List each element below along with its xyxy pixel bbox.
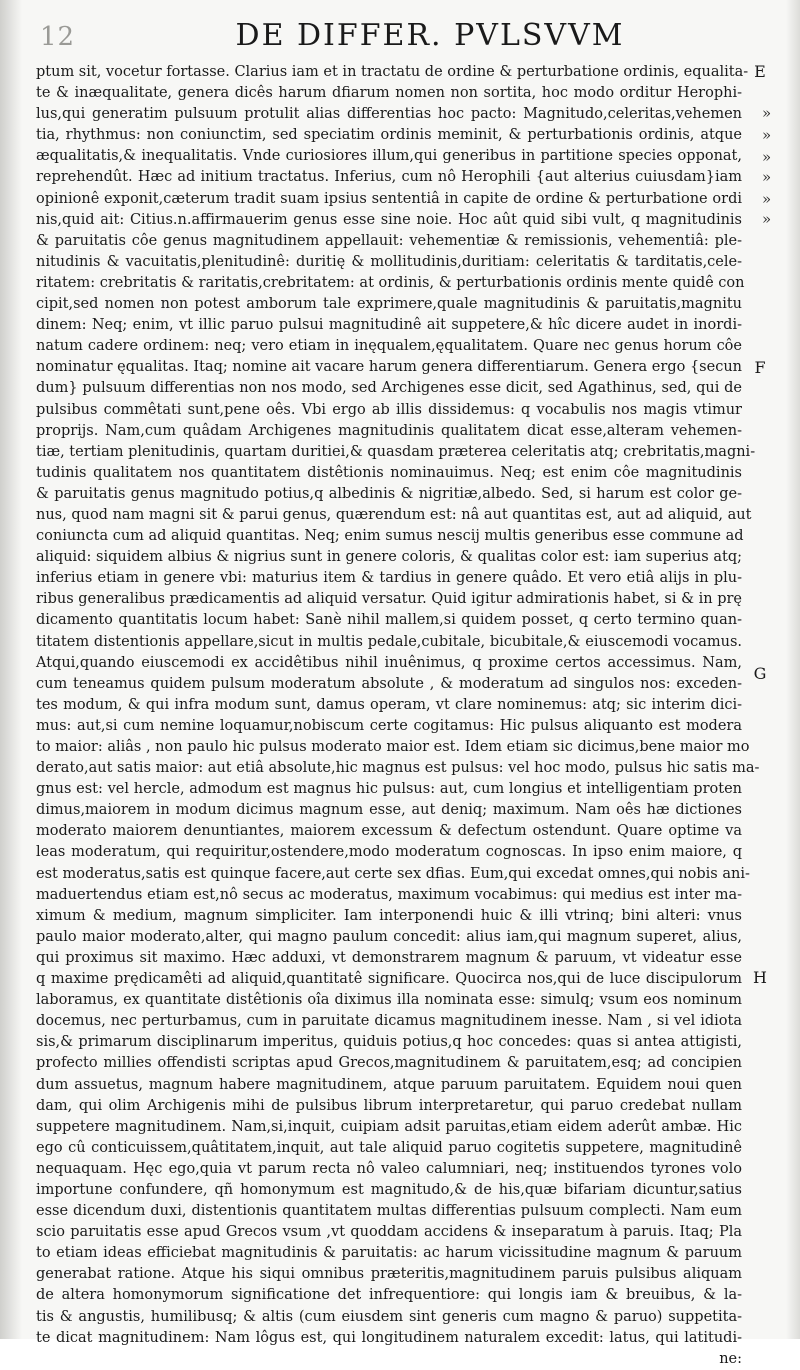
text-line: tes modum, & qui infra modum sunt, damus operam, vt clare nominemus: atq; sic interim dici- xyxy=(36,696,742,713)
text-line: dam, qui olim Archigenis mihi de pulsibus librum interpretaretur, qui paruo credebat nullam xyxy=(36,1097,742,1114)
text-line: suppetere magnitudinem. Nam,si,inquit, cuipiam adsit paruitas,etiam eidem aderût ambæ. Hic xyxy=(36,1118,742,1135)
text-line: pulsibus commêtati sunt,pene oês. Vbi ergo ab illis dissidemus: q vocabulis nos magis vtimur xyxy=(36,401,742,418)
text-line: Atqui,quando eiuscemodi ex accidêtibus nihil inuênimus, q proxime certos accessimus. Nam, xyxy=(36,654,742,671)
margin-letter-g: G xyxy=(753,664,767,683)
text-line: docemus, nec perturbamus, cum in paruitate dicamus magnitudinem inesse. Nam , si vel idiota xyxy=(36,1013,742,1030)
quote-mark: » xyxy=(762,148,772,166)
text-line: tis & angustis, humilibusq; & altis (cum eiusdem sint generis cum magno & paruo) suppetita- xyxy=(36,1308,742,1325)
margin-letter-f: F xyxy=(754,358,766,377)
text-line: coniuncta cum ad aliquid quantitas. Neq; enim sumus nescij multis generibus esse commune ad xyxy=(36,528,744,545)
text-line: reprehendût. Hæc ad initium tractatus. Inferius, cum nô Herophili {aut alterius cuiusdam}iam xyxy=(36,169,742,186)
text-line: cipit,sed nomen non potest amborum tale exprimere,quale magnitudinis & paruitatis,magnitu xyxy=(36,296,742,313)
text-line: ptum sit, vocetur fortasse. Clarius iam et in tractatu de ordine & perturbatione ordinis, equalita- xyxy=(36,64,749,80)
text-line: nominatur ęqualitas. Itaq; nomine ait vacare harum genera differentiarum. Genera ergo {secun xyxy=(36,359,742,376)
text-line: titatem distentionis appellare,sicut in multis pedale,cubitale, bicubitale,& eiuscemodi vocamus. xyxy=(36,633,742,650)
running-header: DE DIFFER. PVLSVVM xyxy=(235,18,625,53)
body-text xyxy=(36,62,760,1370)
quote-mark: » xyxy=(762,210,772,228)
text-line: to etiam ideas efficiebat magnitudinis & paruitatis: ac harum vicissitudine magnum & paruum xyxy=(36,1245,742,1262)
page-number: 12 xyxy=(40,22,76,52)
text-line: inferius etiam in genere vbi: maturius item & tardius in genere quâdo. Et vero etiâ alijs in plu- xyxy=(36,570,742,587)
text-line: tudinis qualitatem nos quantitatem distêtionis nominauimus. Neq; est enim côe magnitudinis xyxy=(36,464,742,481)
text-line: sis,& primarum disciplinarum imperitus, quiduis potius,q hoc concedes: quas si antea attigisti, xyxy=(36,1034,742,1051)
text-line: & paruitatis côe genus magnitudinem appellauit: vehementiæ & remissionis, vehementiâ: ple- xyxy=(36,232,742,249)
text-line: lus,qui generatim pulsuum protulit alias differentias hoc pacto: Magnitudo,celeritas,vehemen xyxy=(36,106,742,123)
text-line: qui proximus sit maximo. Hæc adduxi, vt demonstrarem magnum & paruum, vt videatur esse xyxy=(36,949,742,966)
text-line: cum teneamus quidem pulsum moderatum absolute , & moderatum ad singulos nos: exceden- xyxy=(36,675,742,692)
text-line: nequaquam. Hęc ego,quia vt parum recta nô valeo calumniari, neq; instituendos tyrones volo xyxy=(36,1160,742,1177)
text-line: dum} pulsuum differentias non nos modo, sed Archigenes esse dicit, sed Agathinus, sed, qui de xyxy=(36,380,742,397)
text-line: ritatem: crebritatis & raritatis,crebritatem: at ordinis, & perturbationis ordinis mente quidê con xyxy=(36,274,745,291)
text-line: leas moderatum, qui requiritur,ostendere,modo moderatum cognoscas. In ipso enim maiore, q xyxy=(36,844,742,861)
text-line: gnus est: vel hercle, admodum est magnus hic pulsus: aut, cum longius et intelligentiam proten xyxy=(36,781,742,798)
page-edge-shadow xyxy=(786,0,800,1339)
text-line: dimus,maiorem in modum dicimus magnum esse, aut deniq; maximum. Nam oês hæ dictiones xyxy=(36,802,742,819)
text-line: est moderatus,satis est quinque facere,aut certe sex dfias. Eum,qui excedat omnes,qui nobis ani- xyxy=(36,865,750,882)
text-line: nis,quid ait: Citius.n.affirmauerim genus esse sine noie. Hoc aût quid sibi vult, q magnitudinis xyxy=(36,211,742,228)
text-line: proprijs. Nam,cum quâdam Archigenes magnitudinis qualitatem dicat esse,alteram vehemen- xyxy=(36,422,742,439)
text-line: tiæ, tertiam plenitudinis, quartam duritiei,& quasdam præterea celeritatis atq; crebritatis,magni- xyxy=(36,443,756,460)
text-line: natum cadere ordinem: neq; vero etiam in inęqualem,ęqualitatem. Quare nec genus horum côe xyxy=(36,338,742,355)
text-line: laboramus, ex quantitate distêtionis oîa diximus illa nominata esse: simulq; vsum eos nominum xyxy=(36,992,742,1009)
text-line: scio paruitatis esse apud Grecos vsum ,vt quoddam accidens & inseparatum à paruis. Itaq; Pla xyxy=(36,1224,742,1241)
quote-mark: » xyxy=(762,190,772,208)
text-line: ego cû conticuissem,quâtitatem,inquit, aut tale aliquid paruo cogitetis suppetere, magnitudinê xyxy=(36,1139,742,1156)
text-line: aliquid: siquidem albius & nigrius sunt in genere coloris, & qualitas color est: iam superius atq; xyxy=(36,549,742,566)
text-line: generabat ratione. Atque his siqui omnibus præteritis,magnitudinem paruis pulsibus aliquam xyxy=(36,1266,742,1283)
text-line: de altera homonymorum significatione det infrequentiore: qui longis iam & breuibus, & la- xyxy=(36,1287,742,1304)
text-line: & paruitatis genus magnitudo potius,q albedinis & nigritiæ,albedo. Sed, si harum est color ge- xyxy=(36,485,742,502)
text-line: moderato maiorem denuntiantes, maiorem excessum & defectum ostendunt. Quare optime va xyxy=(36,823,742,840)
text-line: dinem: Neq; enim, vt illic paruo pulsui magnitudinê ait suppetere,& hîc dicere audet in inordi- xyxy=(36,317,742,334)
text-line: æqualitatis,& inequalitatis. Vnde curiosiores illum,qui generibus in partitione species opponat, xyxy=(36,148,742,165)
quote-mark: » xyxy=(762,168,772,186)
text-line: esse dicendum duxi, distentionis quantitatem multas differentias pulsuum complecti. Nam eum xyxy=(36,1203,742,1220)
gutter-shadow xyxy=(0,0,22,1339)
text-line: nus, quod nam magni sit & parui genus, quærendum est: nâ aut quantitas est, aut ad aliquid, aut xyxy=(36,506,752,523)
text-line: te & inæqualitate, genera dicês harum dfiarum nomen non sortita, hoc modo orditur Herophi- xyxy=(36,85,742,102)
text-line: to maior: aliâs , non paulo hic pulsus moderato maior est. Idem etiam sic dicimus,bene maior mo xyxy=(36,739,750,755)
text-line: nitudinis & vacuitatis,plenitudinê: duritię & mollitudinis,duritiam: celeritatis & tarditatis,cele- xyxy=(36,253,742,270)
text-line: dum assuetus, magnum habere magnitudinem, atque paruum paruitatem. Equidem noui quen xyxy=(36,1076,742,1093)
text-line: derato,aut satis maior: aut etiâ absolute,hic magnus est pulsus: vel hoc modo, pulsus hic satis ma- xyxy=(36,760,760,777)
quote-mark: » xyxy=(762,104,772,122)
quote-mark: » xyxy=(762,126,772,144)
text-line: te dicat magnitudinem: Nam lôgus est, qui longitudinem naturalem excedit: latus, qui latitudi- xyxy=(36,1329,742,1346)
text-line: dicamento quantitatis locum habet: Sanè nihil mallem,si quidem posset, q certo termino quan- xyxy=(36,612,742,629)
text-line: tia, rhythmus: non coniunctim, sed speciatim ordinis meminit, & perturbationis ordinis, atque xyxy=(36,127,742,144)
text-line: q maxime prędicamêti ad aliquid,quantitatê significare. Quocirca nos,qui de luce discipulorum xyxy=(36,971,742,988)
text-line: ribus generalibus prædicamentis ad aliquid versatur. Quid igitur admirationis habet, si & in prę xyxy=(36,591,742,608)
text-line: paulo maior moderato,alter, qui magno paulum concedit: alius iam,qui magnum superet, alius, xyxy=(36,928,742,945)
margin-letter-h: H xyxy=(753,968,767,987)
margin-letter-e: E xyxy=(754,62,766,81)
text-line: opinionê exponit,cæterum tradit suam ipsius sententiâ in capite de ordine & perturbatione ordi xyxy=(36,190,742,207)
text-line: mus: aut,si cum nemine loquamur,nobiscum certe cogitamus: Hic pulsus aliquanto est modera xyxy=(36,717,742,734)
text-line: maduertendus etiam est,nô secus ac moderatus, maximum vocabimus: qui medius est inter ma- xyxy=(36,886,742,903)
text-line: importune confundere, qñ homonymum est magnitudo,& de his,quæ bifariam dicuntur,satius xyxy=(36,1181,742,1198)
text-line: ximum & medium, magnum simpliciter. Iam interponendi huic & illi vtrinq; bini alteri: vnus xyxy=(36,907,742,924)
text-line: profecto millies offendisti scriptas apud Grecos,magnitudinem & paruitatem,esq; ad concipien xyxy=(36,1055,742,1072)
catchword: ne: xyxy=(719,1350,742,1367)
